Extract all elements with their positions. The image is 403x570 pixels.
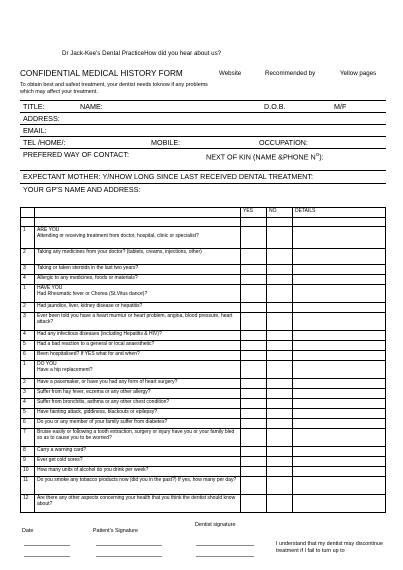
next-of-kin-label [206, 150, 324, 161]
details-cell[interactable] [293, 495, 386, 513]
question-text: Had jaundice, liver, kidney disease or hepatitis? [35, 303, 241, 313]
question-text: ARE YOU Attending or receiving treatment from doctor, hospital, clinic or specialist? [35, 227, 241, 249]
table-row [21, 389, 386, 399]
question-number: 5 [21, 341, 35, 351]
details-cell[interactable] [293, 419, 386, 429]
question-number: 2 [21, 379, 35, 389]
mobile-label: MOBILE: [151, 138, 181, 147]
question-text: Are there any other aspects concerning your health that you think the dentist should know about? [35, 495, 241, 513]
yes-checkbox-cell[interactable] [241, 457, 267, 467]
patient-signature-line-2 [96, 556, 162, 557]
yes-checkbox-cell[interactable] [241, 303, 267, 313]
table-row [21, 351, 386, 361]
details-cell[interactable] [293, 467, 386, 477]
yes-checkbox-cell[interactable] [241, 249, 267, 265]
gp-label: YOUR GP’S NAME AND ADDRESS: [23, 185, 141, 194]
details-cell[interactable] [293, 331, 386, 341]
dob-label: D.O.B. [264, 102, 286, 111]
question-number: 4 [21, 275, 35, 285]
question-text: HAVE YOU Had Rheumatic fever or Chorea (St.Vitus dance)? [35, 285, 241, 303]
table-row [21, 467, 386, 477]
header-question-cell [35, 208, 241, 218]
no-checkbox-cell[interactable] [267, 331, 293, 341]
question-text: Ever been told you have a heart murmur or heart problem, angina, blood pressure, heart attack? [35, 313, 241, 331]
no-checkbox-cell[interactable] [267, 303, 293, 313]
no-checkbox-cell[interactable] [267, 313, 293, 331]
question-number: 4 [21, 399, 35, 409]
question-text: Have fainting attack, giddiness, blackouts or epilepsy? [35, 409, 241, 419]
yes-checkbox-cell[interactable] [241, 275, 267, 285]
yes-checkbox-cell[interactable] [241, 429, 267, 447]
yes-checkbox-cell[interactable] [241, 389, 267, 399]
no-checkbox-cell[interactable] [267, 379, 293, 389]
medical-history-table [20, 207, 386, 513]
question-text [35, 218, 241, 227]
title-label: TITLE: [23, 102, 45, 111]
header-num-cell [21, 208, 35, 218]
question-number: 6 [21, 419, 35, 429]
no-checkbox-cell[interactable] [267, 477, 293, 495]
form-title: CONFIDENTIAL MEDICAL HISTORY FORM [20, 69, 183, 78]
table-row [21, 495, 386, 513]
question-number: 7 [21, 429, 35, 447]
question-number: 1 [21, 227, 35, 249]
expectant-label: EXPECTANT MOTHER: Y/NHOW LONG SINCE LAST RECEIVED DENTAL TREATMENT: [23, 172, 313, 181]
question-text: Taking or taken steroids in the last two years? [35, 265, 241, 275]
question-number: 2 [21, 249, 35, 265]
question-number: 3 [21, 389, 35, 399]
yes-checkbox-cell[interactable] [241, 227, 267, 249]
consent-text: I understand that my dentist may discontinue treatment if I fail to turn up to [276, 541, 383, 554]
table-row [21, 249, 386, 265]
footer-patient-signature: Patient’s Signature [92, 528, 139, 534]
question-text: Ever get cold sores? [35, 457, 241, 467]
no-checkbox-cell[interactable] [267, 227, 293, 249]
occupation-label: OCCUPATION: [259, 138, 308, 147]
table-row [21, 265, 386, 275]
yes-checkbox-cell[interactable] [241, 361, 267, 379]
table-row [21, 218, 386, 227]
table-row [21, 361, 386, 379]
question-text: Taking any medicines from your doctor? (tablets, creams, injections, other) [35, 249, 241, 265]
next-of-kin-sup: O [315, 152, 320, 157]
row-expectant [20, 170, 386, 183]
footer-dentist-signature: Dentist signature [195, 522, 236, 528]
tel-label: TEL /HOME/: [23, 138, 66, 147]
table-row [21, 275, 386, 285]
no-checkbox-cell[interactable] [267, 285, 293, 303]
question-number: 8 [21, 447, 35, 457]
question-text: Carry a warning card? [35, 447, 241, 457]
table-row [21, 429, 386, 447]
yes-checkbox-cell[interactable] [241, 285, 267, 303]
no-checkbox-cell[interactable] [267, 419, 293, 429]
source-website: Website [219, 70, 242, 77]
details-cell[interactable] [293, 227, 386, 249]
table-row [21, 419, 386, 429]
question-number: 3 [21, 313, 35, 331]
no-checkbox-cell[interactable] [267, 409, 293, 419]
mf-label: M/F [334, 102, 347, 111]
details-cell[interactable] [293, 265, 386, 275]
no-checkbox-cell[interactable] [267, 457, 293, 467]
source-yellow-pages: Yellow pages [340, 70, 377, 77]
name-label: NAME: [80, 102, 103, 111]
yes-checkbox-cell[interactable] [241, 351, 267, 361]
no-checkbox-cell[interactable] [267, 495, 293, 513]
table-row [21, 285, 386, 303]
details-cell[interactable] [293, 361, 386, 379]
table-row [21, 477, 386, 495]
details-cell[interactable] [293, 447, 386, 457]
question-text: How many units of alcohol do you drink per week? [35, 467, 241, 477]
yes-checkbox-cell[interactable] [241, 419, 267, 429]
contact-label: PREFERED WAY OF CONTACT: [23, 150, 129, 159]
no-checkbox-cell[interactable] [267, 361, 293, 379]
yes-checkbox-cell[interactable] [241, 331, 267, 341]
details-cell[interactable] [293, 477, 386, 495]
yes-checkbox-cell[interactable] [241, 218, 267, 227]
details-cell[interactable] [293, 399, 386, 409]
table-row [21, 341, 386, 351]
details-cell[interactable] [293, 275, 386, 285]
date-line [24, 545, 70, 546]
no-checkbox-cell[interactable] [267, 447, 293, 457]
question-number: 6 [21, 351, 35, 361]
details-cell[interactable] [293, 341, 386, 351]
question-number: 12 [21, 495, 35, 513]
email-label: EMAIL: [23, 126, 47, 135]
question-text: Allergic to any medicines, foods or materials? [35, 275, 241, 285]
details-cell[interactable] [293, 457, 386, 467]
question-text: Do you smoke any tobacco products now (did you in the past?) If yes, how many per day? [35, 477, 241, 495]
question-text: Had a bad reaction to a general or local anaesthetic? [35, 341, 241, 351]
patient-signature-line [96, 545, 162, 546]
no-checkbox-cell[interactable] [267, 429, 293, 447]
header-yes: YES [241, 208, 267, 218]
details-cell[interactable] [293, 409, 386, 419]
header-no: NO [267, 208, 293, 218]
question-number: 9 [21, 457, 35, 467]
question-text: Suffer from hay fever, eczema or any other allergy? [35, 389, 241, 399]
table-row [21, 409, 386, 419]
yes-checkbox-cell[interactable] [241, 467, 267, 477]
yes-checkbox-cell[interactable] [241, 379, 267, 389]
question-number: 11 [21, 477, 35, 495]
details-cell[interactable] [293, 303, 386, 313]
question-text: Had any infectious diseases (including Hepatitis & HIV)? [35, 331, 241, 341]
question-text: DO YOU Have a hip replacement? [35, 361, 241, 379]
overlap-text [22, 528, 212, 535]
table-row [21, 227, 386, 249]
no-checkbox-cell[interactable] [267, 218, 293, 227]
footer-date-label: Date [22, 528, 34, 534]
source-recommended: Recommended by [265, 70, 316, 77]
row-gp [20, 183, 386, 208]
next-of-kin-text: NEXT OF KIN (NAME &PHONE N [206, 152, 316, 162]
table-row [21, 331, 386, 341]
question-text: Been hospitalised? If YES what for and when? [35, 351, 241, 361]
table-row [21, 447, 386, 457]
question-number: 10 [21, 467, 35, 477]
yes-checkbox-cell[interactable] [241, 265, 267, 275]
yes-checkbox-cell[interactable] [241, 313, 267, 331]
no-checkbox-cell[interactable] [267, 341, 293, 351]
yes-checkbox-cell[interactable] [241, 447, 267, 457]
details-cell[interactable] [293, 313, 386, 331]
table-row [21, 303, 386, 313]
question-text: Do you or any member of your family suffer from diabetes? [35, 419, 241, 429]
yes-checkbox-cell[interactable] [241, 341, 267, 351]
question-number: 5 [21, 409, 35, 419]
yes-checkbox-cell[interactable] [241, 477, 267, 495]
no-checkbox-cell[interactable] [267, 351, 293, 361]
no-checkbox-cell[interactable] [267, 265, 293, 275]
no-checkbox-cell[interactable] [267, 389, 293, 399]
question-text: Bruise easily or following a tooth extraction, surgery or injury have you or your family bled so as to cause you to be worried? [35, 429, 241, 447]
details-cell[interactable] [293, 379, 386, 389]
question-number [21, 218, 35, 227]
details-cell[interactable] [293, 249, 386, 265]
table-header-row [21, 208, 386, 218]
question-number: 1 [21, 361, 35, 379]
question-number: 4 [21, 331, 35, 341]
practice-line: Dr Jack-Kee’s Dental PracticeHow did you hear about us? [62, 50, 222, 57]
yes-checkbox-cell[interactable] [241, 399, 267, 409]
next-of-kin-end: ): [319, 152, 324, 162]
header-details: DETAILS [293, 208, 386, 218]
address-label: ADDRESS: [23, 114, 60, 123]
question-text: Suffer from bronchitis, asthma or any other chest condition? [35, 399, 241, 409]
details-cell[interactable] [293, 429, 386, 447]
no-checkbox-cell[interactable] [267, 467, 293, 477]
table-row [21, 457, 386, 467]
details-cell[interactable] [293, 389, 386, 399]
row-contact [20, 148, 386, 164]
details-cell[interactable] [293, 218, 386, 227]
yes-checkbox-cell[interactable] [241, 409, 267, 419]
no-checkbox-cell[interactable] [267, 399, 293, 409]
question-number: 2 [21, 303, 35, 313]
dentist-signature-line-2 [196, 556, 254, 557]
question-number: 1 [21, 285, 35, 303]
question-number: 3 [21, 265, 35, 275]
table-row [21, 399, 386, 409]
no-checkbox-cell[interactable] [267, 275, 293, 285]
table-body [21, 218, 386, 513]
intro-text: To obtain best and safest treatment, your dentist needs toknow if any problems which may affect your treatment. [20, 82, 208, 95]
yes-checkbox-cell[interactable] [241, 495, 267, 513]
table-row [21, 313, 386, 331]
no-checkbox-cell[interactable] [267, 249, 293, 265]
dentist-signature-line [196, 545, 254, 546]
details-cell[interactable] [293, 351, 386, 361]
question-text: Have a pacemaker, or have you had any form of heart surgery? [35, 379, 241, 389]
date-line-2 [24, 556, 70, 557]
details-cell[interactable] [293, 285, 386, 303]
table-row [21, 379, 386, 389]
